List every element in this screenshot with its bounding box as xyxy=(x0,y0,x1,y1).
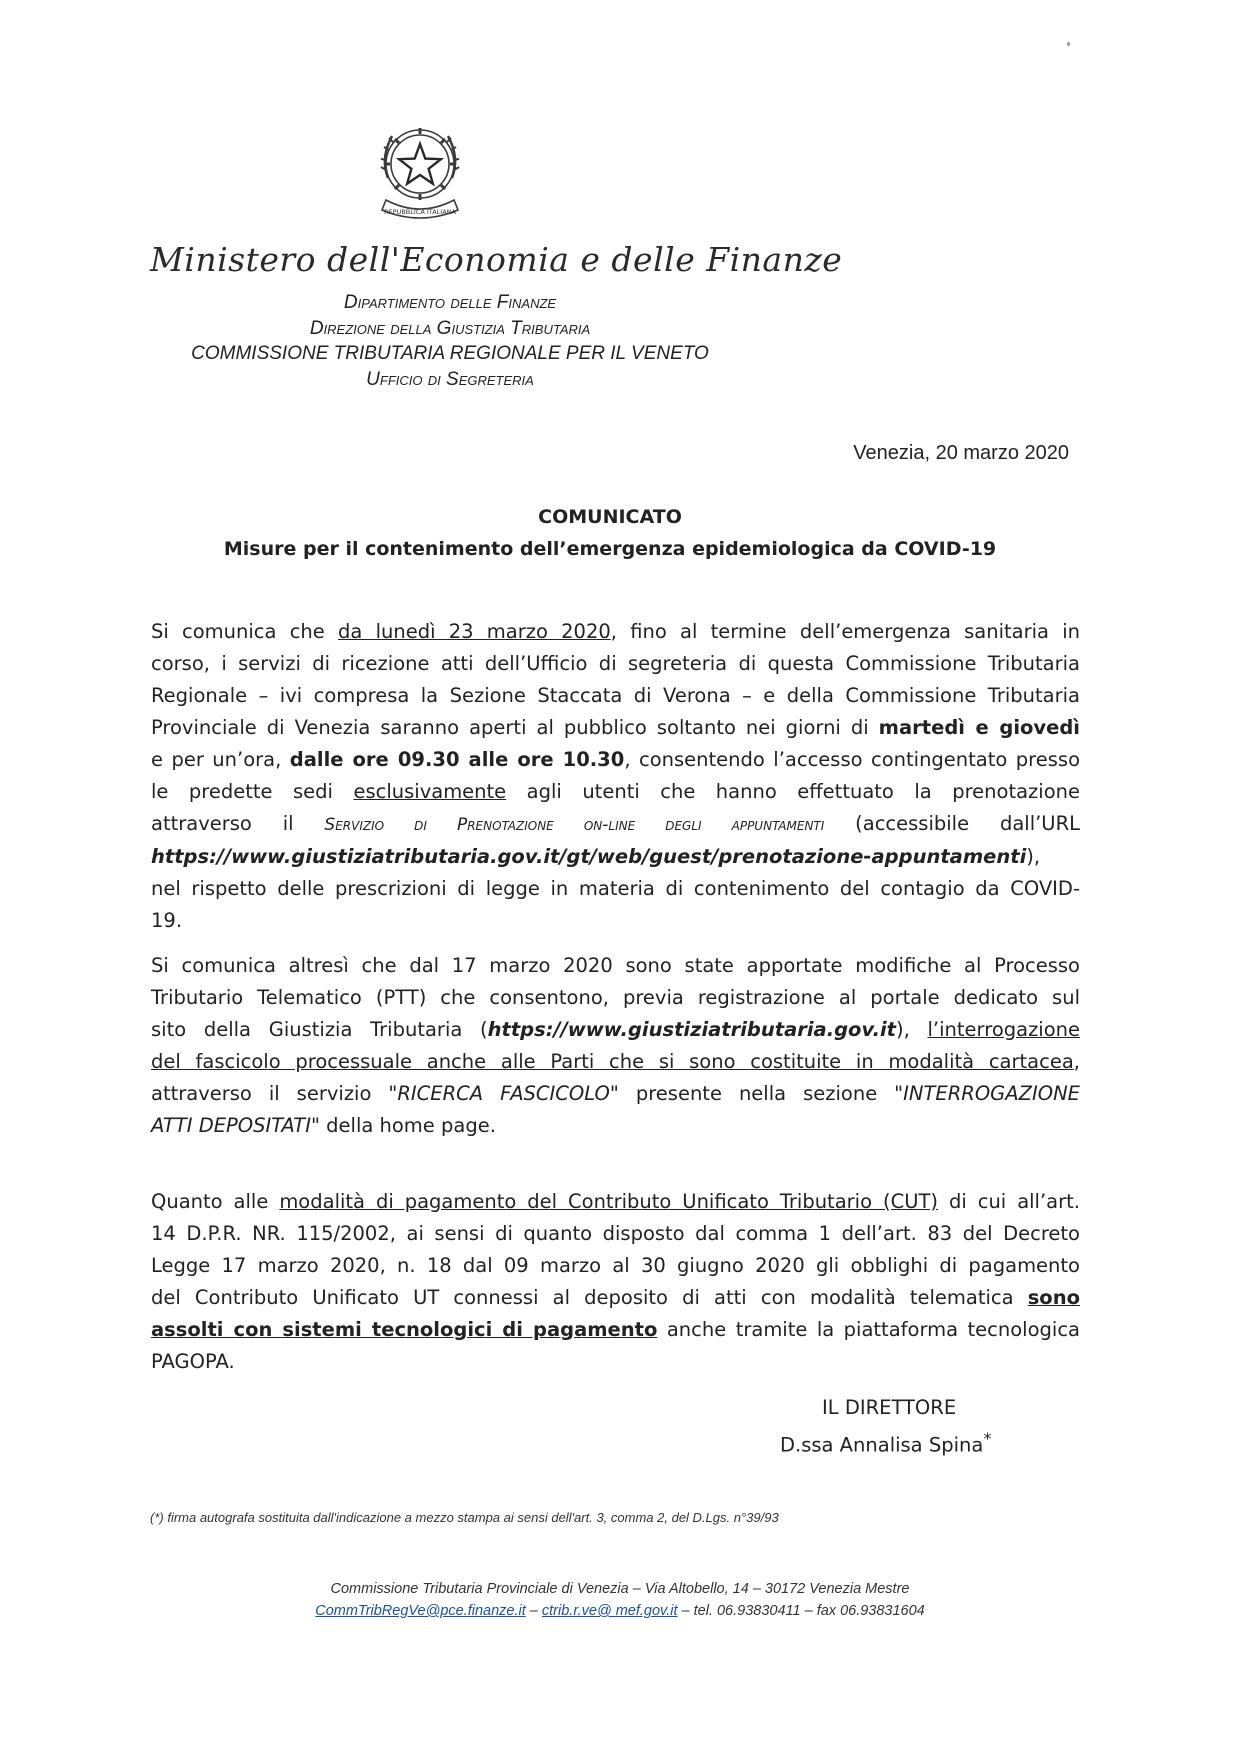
p1-line-10: 19. xyxy=(151,909,183,932)
p1-line-3: Regionale – ivi compresa la Sezione Staccata di Verona – e della Commissione Tributaria xyxy=(151,684,1080,707)
portal-url: https://www.giustiziatributaria.gov.it xyxy=(487,1018,896,1041)
p1-line-8: https://www.giustiziatributaria.gov.it/gt/web/guest/prenotazione-appuntamenti), xyxy=(151,845,1041,868)
signature-name: D.ssa Annalisa Spina xyxy=(780,1433,984,1457)
p1-line-6: le predette sedi esclusivamente agli utenti che hanno effettuato la prenotazione xyxy=(151,780,1080,803)
office-name: Ufficio di Segreteria xyxy=(366,368,534,390)
p1-line-7: attraverso il Servizio di Prenotazione on-line degli appuntamenti (accessibile dall’URL xyxy=(151,812,1080,835)
p1-line-4: Provinciale di Venezia saranno aperti al pubblico soltanto nei giorni di martedì e giovedì xyxy=(151,716,1080,739)
footnote: (*) firma autografa sostituita dall'indicazione a mezzo stampa ai sensi dell'art. 3, comma 2, del D.Lgs. n°39/93 xyxy=(150,1510,779,1525)
footer-address: Commissione Tributaria Provinciale di Venezia – Via Altobello, 14 – 30172 Venezia Mestre xyxy=(330,1581,910,1597)
email-link-pec[interactable]: CommTribRegVe@pce.finanze.it xyxy=(315,1603,526,1619)
signature-name-line xyxy=(780,1423,1080,1461)
commission-name: COMMISSIONE TRIBUTARIA REGIONALE PER IL VENETO xyxy=(191,343,709,364)
footer-contacts: CommTribRegVe@pce.finanze.it – ctrib.r.ve@ mef.gov.it – tel. 06.93830411 – fax 06.93831604 xyxy=(315,1603,925,1619)
opening-days: martedì e giovedì xyxy=(878,716,1080,739)
paragraph-2 xyxy=(151,950,1080,1142)
booking-service-name: Servizio di Prenotazione on-line degli appuntamenti xyxy=(324,815,825,835)
p3-line-5: assolti con sistemi tecnologici di pagamento anche tramite la piattaforma tecnologica xyxy=(151,1318,1080,1341)
document-date: Venezia, 20 marzo 2020 xyxy=(853,442,1069,464)
p1-line-2: corso, i servizi di ricezione atti dell’Ufficio di segreteria di questa Commissione Tributaria xyxy=(151,652,1080,675)
p3-line-1: Quanto alle modalità di pagamento del Contributo Unificato Tributario (CUT) di cui all’art. xyxy=(151,1190,1080,1213)
document-subtitle: Misure per il contenimento dell’emergenza epidemiologica da COVID-19 xyxy=(223,538,997,560)
p2-line-4: del fascicolo processuale anche alle Parti che si sono costituite in modalità cartacea, xyxy=(151,1050,1080,1073)
signature-role: IL DIRETTORE xyxy=(822,1396,957,1419)
scan-speck xyxy=(1067,42,1070,46)
ministry-name: Ministero dell'Economia e delle Finanze xyxy=(150,240,843,279)
p3-line-3: Legge 17 marzo 2020, n. 18 dal 09 marzo al 30 giugno 2020 gli obblighi di pagamento xyxy=(151,1254,1080,1277)
p1-line-1: Si comunica che da lunedì 23 marzo 2020, fino al termine dell’emergenza sanitaria in xyxy=(151,620,1080,643)
search-service-name: RICERCA FASCICOLO xyxy=(397,1082,610,1105)
signature-asterisk: * xyxy=(983,1429,992,1448)
p2-line-3: sito della Giustizia Tributaria (https://www.giustiziatributaria.gov.it), l’interrogazione xyxy=(151,1018,1081,1041)
p1-line-9: nel rispetto delle prescrizioni di legge in materia di contenimento del contagio da COVID- xyxy=(151,877,1080,900)
booking-url: https://www.giustiziatributaria.gov.it/gt/web/guest/prenotazione-appuntamenti xyxy=(151,845,1027,868)
email-link-mef[interactable]: ctrib.r.ve@ mef.gov.it xyxy=(541,1603,678,1619)
emblem-ribbon-text: REPUBBLICA ITALIANA xyxy=(384,208,456,216)
direction-name: Direzione della Giustizia Tributaria xyxy=(309,317,591,339)
exclusively-underlined: esclusivamente xyxy=(353,780,507,803)
paragraph-3 xyxy=(151,1186,1080,1378)
p3-line-2: 14 D.P.R. NR. 115/2002, ai sensi di quanto disposto dal comma 1 dell’art. 83 del Decreto xyxy=(151,1222,1080,1245)
italian-republic-emblem-icon xyxy=(370,118,470,226)
office-header xyxy=(150,290,750,392)
p2-line-1: Si comunica altresì che dal 17 marzo 2020 sono state apportate modifiche al Processo xyxy=(151,954,1080,977)
opening-hours: dalle ore 09.30 alle ore 10.30 xyxy=(289,748,625,771)
p2-line-6: ATTI DEPOSITATI" della home page. xyxy=(151,1114,496,1137)
start-date-underlined: da lunedì 23 marzo 2020 xyxy=(338,620,611,643)
p1-line-5: e per un’ora, dalle ore 09.30 alle ore 10.30, consentendo l’accesso contingentato presso xyxy=(151,748,1080,771)
p2-line-2: Tributario Telematico (PTT) che consentono, previa registrazione al portale dedicato sul xyxy=(151,986,1080,1009)
paragraph-1 xyxy=(151,616,1080,937)
p3-line-4: del Contributo Unificato UT connessi al deposito di atti con modalità telematica sono xyxy=(151,1286,1080,1309)
department-name: Dipartimento delle Finanze xyxy=(343,292,557,313)
p3-line-6: PAGOPA. xyxy=(151,1350,235,1373)
signature-block xyxy=(780,1392,1080,1461)
p2-line-5: attraverso il servizio "RICERCA FASCICOLO" presente nella sezione "INTERROGAZIONE xyxy=(151,1082,1080,1105)
document-title: COMUNICATO xyxy=(538,506,682,528)
